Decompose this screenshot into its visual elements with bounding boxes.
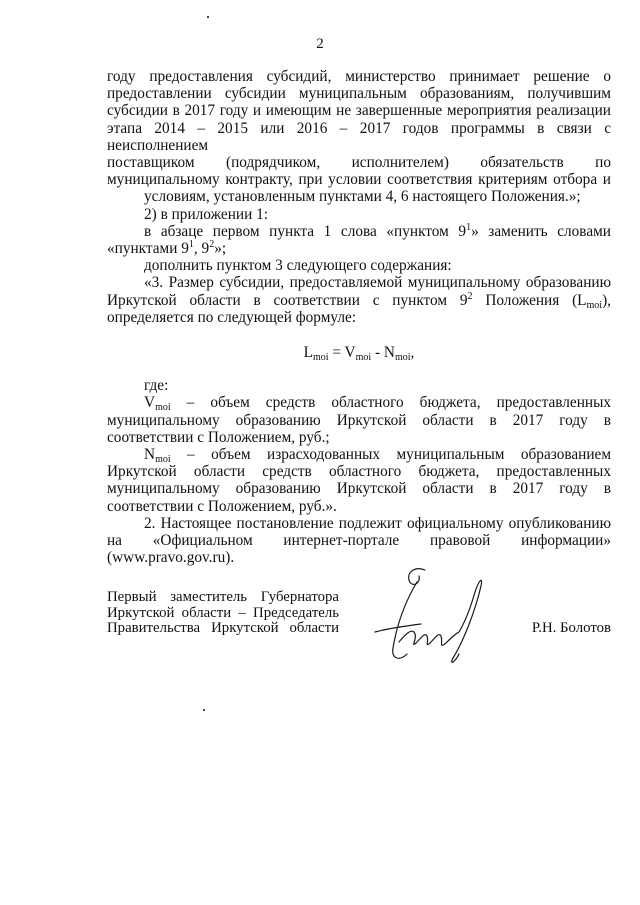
text-line: предоставлении субсидии муниципальным образованиям, получившим <box>107 85 611 103</box>
text-line: «3. Размер субсидии, предоставляемой муниципальному образованию <box>144 274 611 292</box>
document-body <box>107 68 611 566</box>
page-number: 2 <box>316 36 324 52</box>
amendment-line: в абзаце первом пункта 1 слова «пунктом $9^1$» заменить словами <box>144 221 611 240</box>
amendment-line: «пунктами $9^1$, $9^2$»; <box>107 239 227 258</box>
text-line: (www.pravo.gov.ru). <box>107 549 235 567</box>
scan-speck <box>203 709 205 711</box>
text-line: на «Официальном интернет-портале правовой информации» <box>107 532 611 550</box>
text-line: 2. Настоящее постановление подлежит официальному опубликованию <box>144 514 611 532</box>
text-line: соответствии с Положением, руб.». <box>107 497 337 515</box>
text-line: условиям, установленным пунктами 4, 6 настоящего Положения.»; <box>144 188 581 206</box>
signatory-title-line: Правительства Иркутской области <box>107 620 339 636</box>
text-line: году предоставления субсидий, министерство принимает решение о <box>107 68 611 85</box>
definition-line: $V_{moi}$ – объем средств областного бюджета, предоставленных <box>144 394 611 414</box>
formula: $L_{moi} = V_{moi} - N_{moi}$, <box>303 344 415 364</box>
definition-line: $N_{moi}$ – объем израсходованных муниципальным образованием <box>144 446 611 466</box>
text-line: субсидии в 2017 году и имеющим не завершенные мероприятия реализации <box>107 102 611 120</box>
text-line: определяется по следующей формуле: <box>107 308 357 326</box>
signatory-name: Р.Н. Болотов <box>531 620 611 636</box>
text-line: Иркутской области в соответствии с пунктом $9^2$ Положения $(L_{moi})$, <box>107 290 611 311</box>
text-line: муниципальному образованию Иркутской области в 2017 году в <box>107 411 611 429</box>
signatory-title <box>107 590 339 637</box>
text-line: дополнить пунктом 3 следующего содержания: <box>144 257 452 275</box>
text-line: муниципальному контракту, при условии соответствия критериям отбора и <box>107 171 611 189</box>
scan-speck <box>207 16 209 18</box>
text-line: соответствии с Положением, руб.; <box>107 428 330 446</box>
text-line: Иркутской области средств областного бюджета, предоставленных <box>107 463 611 481</box>
handwritten-signature <box>355 562 490 672</box>
signatory-title-line: Первый заместитель Губернатора <box>107 589 339 605</box>
text-line: этапа 2014 – 2015 или 2016 – 2017 годов программы в связи с неисполнением <box>107 119 611 154</box>
text-line: муниципальному образованию Иркутской области в 2017 году в <box>107 480 611 498</box>
signatory-title-line: Иркутской области – Председатель <box>107 604 339 621</box>
text-line: поставщиком (подрядчиком, исполнителем) обязательств по <box>107 154 611 172</box>
item-heading: 2) в приложении 1: <box>144 205 268 223</box>
text-line: где: <box>144 377 169 395</box>
